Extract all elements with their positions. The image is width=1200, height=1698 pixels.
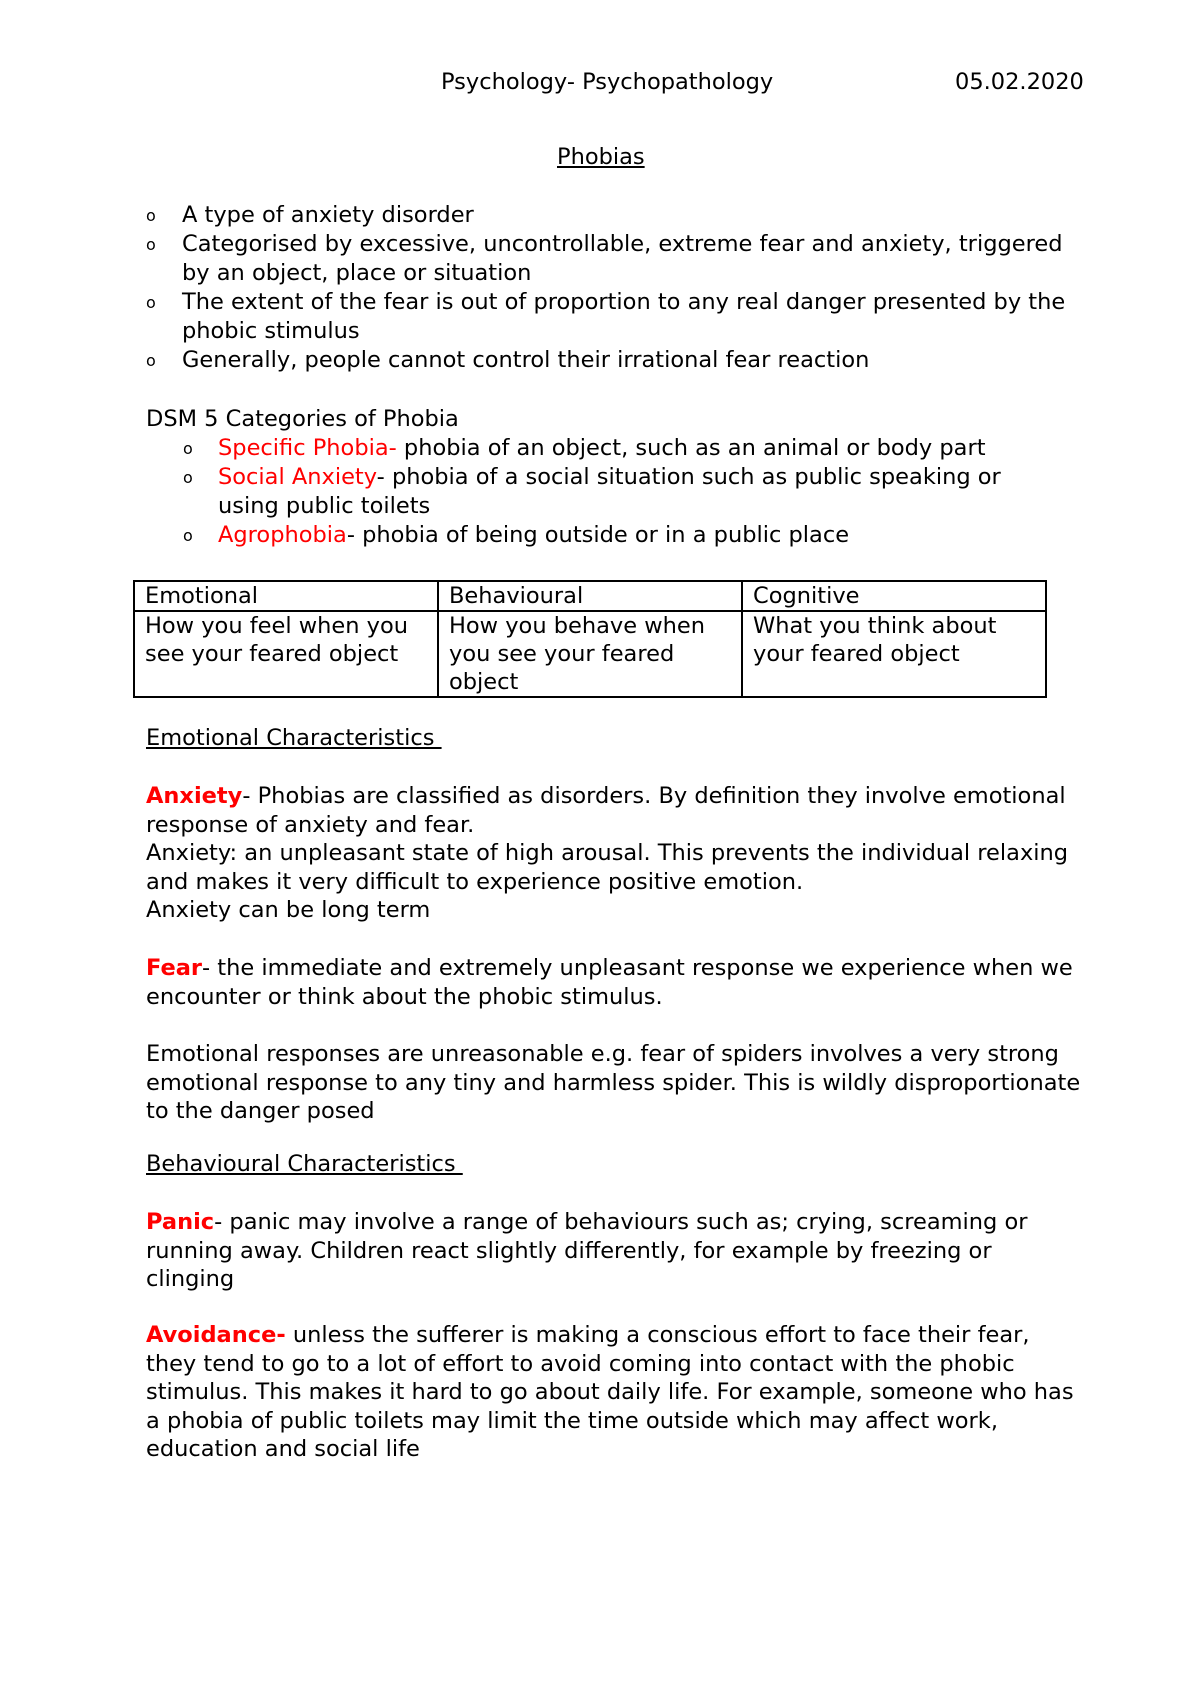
list-item: o Specific Phobia- phobia of an object, such as an animal or body part bbox=[183, 435, 986, 461]
table-header: Emotional bbox=[134, 581, 438, 611]
term: Fear bbox=[146, 955, 202, 981]
table-header-row bbox=[134, 581, 1046, 611]
bullet-marker: o bbox=[146, 293, 156, 312]
header-subject: Psychology- Psychopathology bbox=[441, 69, 774, 95]
list-item: o Generally, people cannot control their irrational fear reaction bbox=[146, 347, 870, 373]
characteristics-table bbox=[133, 580, 1047, 698]
anxiety-paragraph: Anxiety- Phobias are classified as disorders. By definition they involve emotional response of anxiety and fear. Anxiety: an unpleasant state of high arousal. This prevents the individual relaxing and makes it very difficult to experience positive emotion. Anxiety can be long term bbox=[146, 783, 1069, 924]
term: Specific Phobia- bbox=[218, 435, 397, 461]
bullet-marker: o bbox=[183, 468, 193, 487]
bullet-marker: o bbox=[183, 526, 193, 545]
header-date: 05.02.2020 bbox=[955, 69, 1084, 95]
term: Anxiety bbox=[146, 783, 243, 809]
table-cell: What you think about your feared object bbox=[742, 611, 1046, 697]
bullet-marker: o bbox=[146, 235, 156, 254]
avoidance-paragraph: Avoidance- unless the sufferer is making a conscious effort to face their fear, they tend to go to a lot of effort to avoid coming into contact with the phobic stimulus. This makes it hard to go about daily life. For example, someone who has a phobia of public toilets may limit the time outside which may affect work, education and social life bbox=[146, 1322, 1074, 1463]
term: Social Anxiety bbox=[218, 464, 377, 490]
list-item: o Categorised by excessive, uncontrollable, extreme fear and anxiety, triggered by an object, place or situation bbox=[146, 231, 1063, 286]
dsm-category-list bbox=[183, 434, 1063, 550]
intro-bullet-list bbox=[146, 201, 1086, 375]
page-title: Phobias bbox=[557, 144, 645, 170]
emotional-heading: Emotional Characteristics bbox=[146, 725, 442, 751]
responses-paragraph: Emotional responses are unreasonable e.g. fear of spiders involves a very strong emotional response to any tiny and harmless spider. This is wildly disproportionate to the danger posed bbox=[146, 1041, 1081, 1125]
term: Agrophobia bbox=[218, 522, 347, 548]
panic-paragraph: Panic- panic may involve a range of behaviours such as; crying, screaming or running away. Children react slightly differently, for example by freezing or clinging bbox=[146, 1209, 1028, 1293]
list-item: o Agrophobia- phobia of being outside or in a public place bbox=[183, 522, 850, 548]
bullet-marker: o bbox=[146, 351, 156, 370]
table-cell: How you behave when you see your feared object bbox=[438, 611, 742, 697]
term: Panic bbox=[146, 1209, 215, 1235]
list-item: o Social Anxiety- phobia of a social situation such as public speaking or using public toilets bbox=[183, 464, 1001, 519]
fear-paragraph: Fear- the immediate and extremely unpleasant response we experience when we encounter or think about the phobic stimulus. bbox=[146, 955, 1073, 1010]
table-cell: How you feel when you see your feared object bbox=[134, 611, 438, 697]
table-header: Behavioural bbox=[438, 581, 742, 611]
term: Avoidance- bbox=[146, 1322, 286, 1348]
behavioural-heading: Behavioural Characteristics bbox=[146, 1151, 463, 1177]
table-header: Cognitive bbox=[742, 581, 1046, 611]
dsm-heading: DSM 5 Categories of Phobia bbox=[146, 406, 459, 432]
list-item: o The extent of the fear is out of proportion to any real danger presented by the phobic stimulus bbox=[146, 289, 1066, 344]
bullet-marker: o bbox=[183, 439, 193, 458]
list-item: o A type of anxiety disorder bbox=[146, 202, 474, 228]
table-row bbox=[134, 611, 1046, 697]
bullet-marker: o bbox=[146, 206, 156, 225]
